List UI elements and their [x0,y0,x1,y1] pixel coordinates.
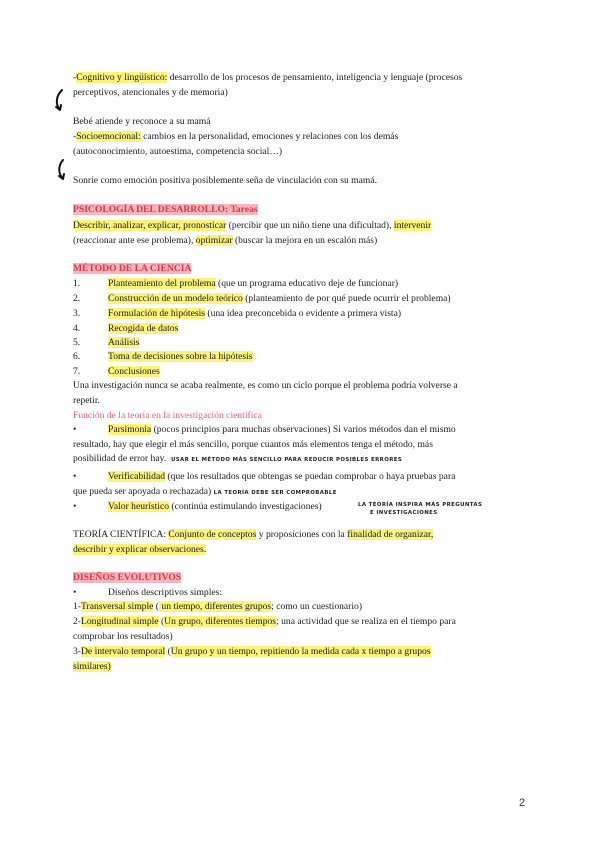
diseno-2-line-2: comprobar los resultados) [73,631,173,642]
psico-line-1: Describir, analizar, explicar, pronosticar (percibir que un niño tiene una dificultad), intervenir [73,220,432,231]
handwritten-note: USAR EL MÉTODO MÁS SENCILLO PARA REDUCIR POSIBLES ERRORES [170,457,403,463]
cognitive-term: Cognitivo y lingüístico: [76,72,168,83]
page-number: 2 [519,797,526,809]
bullet: • [73,471,77,482]
psico-heading: PSICOLOGÍA DEL DESARROLLO: Tareas [73,204,258,215]
socio-line-2: (autoconocimiento, autoestima, competencia social…) [73,146,283,157]
baby-note: Bebé atiende y reconoce a su mamá [73,116,211,127]
bullet: • [73,587,77,598]
handwritten-note: E INVESTIGACIONES [370,510,438,516]
disenos-heading: DISEÑOS EVOLUTIVOS [73,572,182,583]
diseno-3-line-2: similares) [73,661,111,672]
handwritten-arrow-mark [54,158,68,184]
diseno-2: 2-Longitudinal simple (Un grupo, diferentes tiempos; una actividad que se realiza en el tiempo para [73,616,456,627]
diseno-1: 1-Transversal simple ( un tiempo, diferentes grupos; como un cuestionario) [73,601,363,612]
psico-line-2: (reaccionar ante ese problema), optimizar (buscar la mejora en un escalón más) [73,235,378,246]
funcion-heading: Función de la teoría en la investigación científica [73,410,262,421]
disenos-intro: Diseños descriptivos simples: [108,587,223,598]
parsimonia-line-3: posibilidad de error hay. USAR EL MÉTODO MÁS SENCILLO PARA REDUCIR POSIBLES ERRORES [73,453,403,464]
teoria-line-1: TEORÍA CIENTÍFICA: Conjunto de conceptos y proposiciones con la finalidad de organizar, [73,529,434,540]
parsimonia-line: Parsimonia (pocos principios para muchas observaciones) Si varios métodos dan el mismo [108,424,456,435]
smile-note: Sonríe como emoción positiva posiblemente seña de vinculación con su mamá. [73,175,377,186]
step-item: Construcción de un modelo teórico (planteamiento de por qué puede ocurrir el problema) [108,293,451,304]
step-item: Formulación de hipótesis (una idea preconcebida o evidente a primera vista) [108,308,402,319]
step-number: 5. [73,337,81,348]
socio-line: -Socioemocional: cambios en la personalidad, emociones y relaciones con los demás [73,131,399,142]
cognitive-line: -Cognitivo y lingüístico: desarrollo de los procesos de pensamiento, inteligencia y lenguaje (procesos [73,72,463,83]
step-item: Planteamiento del problema (que un programa educativo deje de funcionar) [108,278,399,289]
handwritten-note: LA TEORÍA DEBE SER COMPROBABLE [213,490,337,496]
metodo-heading: MÉTODO DE LA CIENCIA [73,263,192,274]
handwritten-arrow-mark [52,88,66,114]
diseno-3: 3-De intervalo temporal (Un grupo y un tiempo, repitiendo la medida cada x tiempo a grupos [73,646,431,657]
step-number: 2. [73,293,81,304]
step-number: 1. [73,278,81,289]
step-number: 6. [73,351,81,362]
socio-term: Socioemocional: [76,131,141,142]
step-number: 4. [73,323,81,334]
metodo-note-2: repetir. [73,395,100,406]
parsimonia-line-2: resultado, hay que elegir el más sencillo, porque cuantos más elementos tenga el método, más [73,439,433,450]
verif-line-2: que pueda ser apoyada o rechazada) LA TEORÍA DEBE SER COMPROBABLE [73,486,337,497]
cognitive-line-2: perceptivos, atencionales y de memoria) [73,87,228,98]
teoria-line-2: describir y explicar observaciones. [73,544,207,555]
step-item: Análisis [108,337,140,348]
step-item: Recogida de datos [108,323,179,334]
step-item: Conclusiones [108,366,160,377]
valor-line: Valor heurístico (continúa estimulando investigaciones) [108,501,322,512]
handwritten-note: LA TEORÍA INSPIRA MÁS PREGUNTAS [358,502,483,508]
step-item: Toma de decisiones sobre la hipótesis [108,351,253,362]
step-number: 7. [73,366,81,377]
bullet: • [73,424,77,435]
step-number: 3. [73,308,81,319]
metodo-note-1: Una investigación nunca se acaba realmente, es como un ciclo porque el problema podría volverse a [73,380,458,391]
bullet: • [73,501,77,512]
verif-line: Verificabilidad (que los resultados que obtengas se puedan comprobar o haya pruebas para [108,471,456,482]
